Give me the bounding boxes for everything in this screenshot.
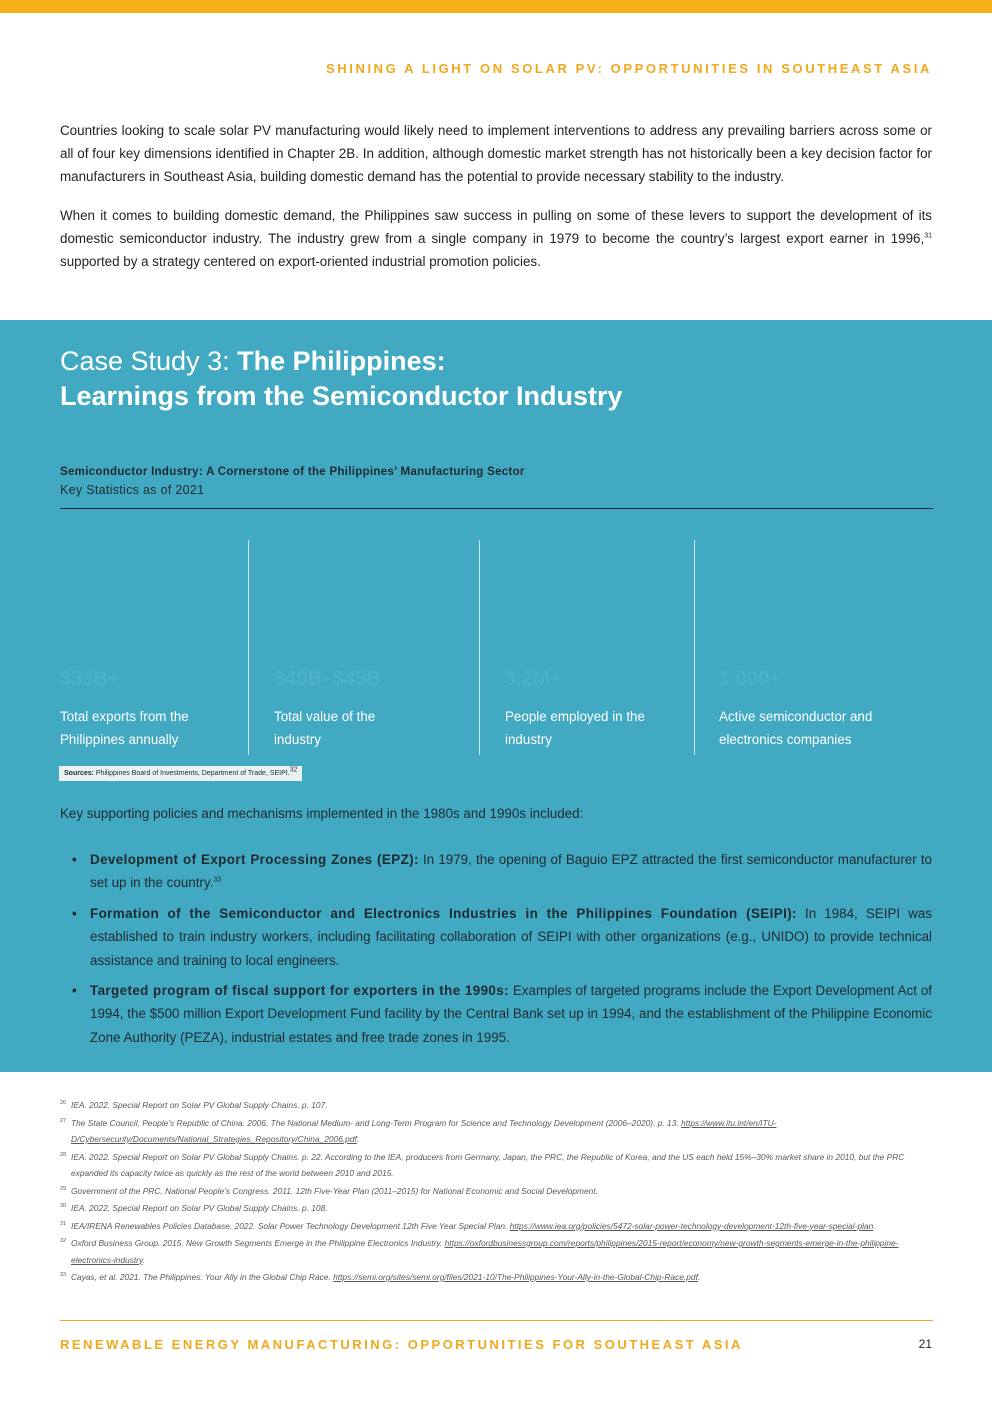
footnote-link[interactable]: https://semi.org/sites/semi.org/files/2021-10/The-Philippines-Your-Ally-in-the-Global-Chip-Race.pdf [333, 1272, 698, 1282]
stat-active-companies [694, 540, 932, 755]
list-item: • Development of Export Processing Zones (EPZ): In 1979, the opening of Baguio EPZ attracted the first semiconductor manufacturer to set up in the country.$^{33}$ [72, 852, 933, 891]
case-study-panel [0, 320, 992, 1072]
column-divider [694, 540, 695, 755]
footnote: 33 Cayas, et al. 2021. The Philippines: Your Ally in the Global Chip Race. https://semi.org/sites/semi.org/files/2021-10/The-Philippines-Your-Ally-in-the-Global-Chip-Race.pdf. [60, 1272, 701, 1282]
stat-value: $33B+ [60, 668, 120, 690]
stat-people-employed [479, 540, 689, 755]
stat-total-exports [60, 540, 240, 755]
list-item: • Targeted program of fiscal support for exporters in the 1990s: Examples of targeted programs include the Export Development Act of 1994, the $500 million Export Development Fund facility by the Central Bank set up in 1994, and the establishment of the Philippine Economic Zone Authority (PEZA), industrial estates and free trade zones in 1995. [72, 983, 932, 1045]
footnote: 30 IEA. 2022. Special Report on Solar PV Global Supply Chains. p. 108. [60, 1203, 328, 1213]
stats-table-subtitle: Key Statistics as of 2021 [60, 483, 205, 497]
stat-label: Total value of the industry [274, 709, 376, 747]
stat-label: Total exports from the Philippines annually [60, 709, 189, 747]
footer-divider [60, 1320, 933, 1321]
page-number: 21 [918, 1337, 932, 1351]
stat-value: $40B–$45B [274, 668, 381, 690]
footnote: 29 Government of the PRC, National People’s Congress. 2011. 12th Five-Year Plan (2011–2015) for National Economic and Social Development. [60, 1185, 598, 1196]
footnote-link[interactable]: https://oxfordbusinessgroup.com/reports/philippines/2015-report/economy/new-growth-segments-emerge-in-the-philippine-electronics-industry [71, 1238, 899, 1265]
footnote: 32 Oxford Business Group. 2015. New Growth Segments Emerge in the Philippine Electronics Industry. https://oxfordbusinessgroup.com/reports/philippines/2015-report/economy/new-growth-segments-emerge-in-the-philippine-electronics-industry. [60, 1238, 899, 1265]
footnote: 27 The State Council, People’s Republic of China. 2006. The National Medium- and Long-Term Program for Science and Technology Development (2006–2020). p. 13. https://www.itu.int/en/ITU-D/Cybersecurity/Documents/National_Strategies_Repository/China_2006.pdf. [60, 1117, 777, 1144]
stat-label: Active semiconductor and electronics companies [719, 709, 873, 747]
sources-note: Sources: Philippines Board of Investments, Department of Trade, SEIPI.$^{32}$ [59, 766, 302, 781]
stat-industry-value [248, 540, 468, 755]
stat-value: 1,000+ [719, 668, 781, 690]
policies-list [60, 848, 932, 1056]
stat-label: People employed in the industry [505, 709, 645, 747]
footnote: 26 IEA. 2022. Special Report on Solar PV Global Supply Chains. p. 107. [60, 1100, 328, 1110]
footnote: 31 IEA/IRENA Renewables Policies Database. 2022. Solar Power Technology Development 12th Five Year Special Plan. https://www.iea.org/policies/5472-solar-power-technology-development-12th-five-year-special-plan. [60, 1220, 876, 1231]
footnote-ref: 31 [924, 232, 932, 240]
footnote-link[interactable]: https://www.itu.int/en/ITU-D/Cybersecurity/Documents/National_Strategies_Repository/China_2006.pdf [71, 1117, 777, 1144]
stat-value: 3.2M+ [505, 668, 562, 690]
divider [60, 508, 933, 509]
footer-title: RENEWABLE ENERGY MANUFACTURING: OPPORTUNITIES FOR SOUTHEAST ASIA [60, 1337, 743, 1352]
footnote-link[interactable]: https://www.iea.org/policies/5472-solar-power-technology-development-12th-five-year-special-plan [509, 1220, 874, 1231]
column-divider [479, 540, 480, 755]
policies-intro: Key supporting policies and mechanisms implemented in the 1980s and 1990s included: [60, 806, 584, 821]
stats-table-title: Semiconductor Industry: A Cornerstone of the Philippines’ Manufacturing Sector [60, 466, 525, 478]
top-accent-bar [0, 0, 992, 13]
case-study-title: Case Study 3: The Philippines: Learnings from the Semiconductor Industry [60, 346, 623, 411]
footnote: 28 IEA. 2022. Special Report on Solar PV Global Supply Chains. p. 22. According to the IEA, producers from Germany, Japan, the PRC, the Republic of Korea, and the US each held 15%–30% market share in 2010, but the PRC expanded its capacity twice as quickly as the rest of the world between 2010 and 2015. [60, 1151, 905, 1178]
intro-text [60, 119, 932, 288]
footnote-ref: 33 [213, 876, 222, 884]
footnotes [60, 1097, 933, 1287]
intro-paragraph-2: When it comes to building domestic demand, the Philippines saw success in pulling on some of these levers to support the development of its domestic semiconductor industry. The industry grew from a single company in 1979 to become the country’s largest export earner in 1996,31 supported by a strategy centered on export-oriented industrial promotion policies. [60, 207, 932, 270]
intro-paragraph-1: Countries looking to scale solar PV manufacturing would likely need to implement interventions to address any prevailing barriers across some or all of four key dimensions identified in Chapter 2B. In addition, although domestic market strength has not historically been a key decision factor for manufacturers in Southeast Asia, building domestic demand has the potential to provide necessary stability to the industry. [60, 123, 932, 185]
list-item: • Formation of the Semiconductor and Electronics Industries in the Philippines Foundation (SEIPI): In 1984, SEIPI was established to train industry workers, including facilitating collaboration of SEIPI with other organizations (e.g., UNIDO) to provide technical assistance and training to local engineers. [72, 905, 932, 968]
running-header: SHINING A LIGHT ON SOLAR PV: OPPORTUNITIES IN SOUTHEAST ASIA [326, 61, 932, 76]
column-divider [248, 540, 249, 755]
